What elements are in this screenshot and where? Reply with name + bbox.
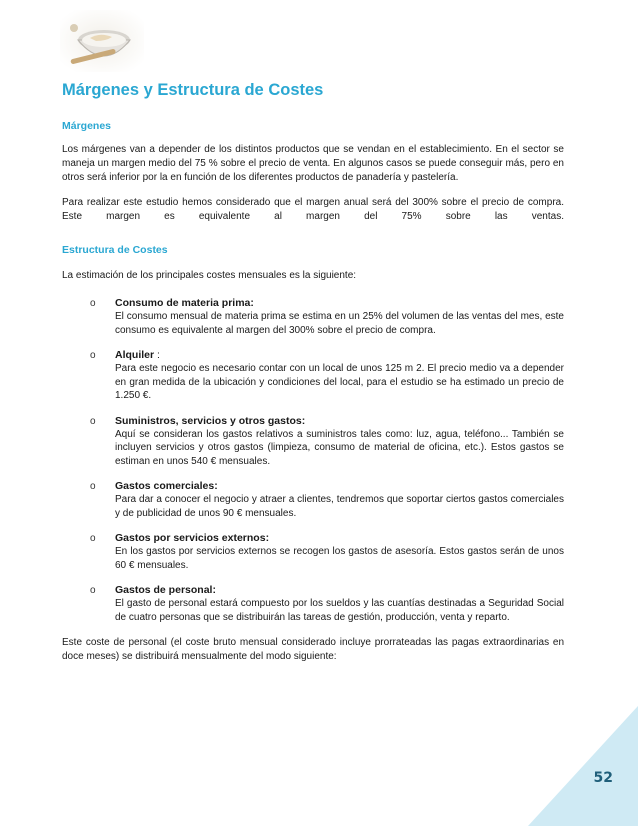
list-item xyxy=(90,349,564,403)
costs-closing-paragraph: Este coste de personal (el coste bruto mensual considerado incluye prorrateadas las pagas extraordinarias en doce meses) se distribuirá mensualmente del modo siguiente: xyxy=(62,637,564,662)
bakery-bowl-icon xyxy=(60,10,144,72)
list-item xyxy=(90,297,564,337)
list-item xyxy=(90,415,564,469)
page-number: 52 xyxy=(593,770,613,786)
item-title: Suministros, servicios y otros gastos: xyxy=(115,414,306,427)
bullet-circle-icon: o xyxy=(90,533,96,544)
section-heading-costs: Estructura de Costes xyxy=(62,244,168,256)
cost-items-list xyxy=(62,297,564,624)
item-body: El consumo mensual de materia prima se estima en un 25% del volumen de las ventas del mes, este consumo es equivalente al margen del 300% sobre el precio de compra. xyxy=(115,311,564,336)
item-body: En los gastos por servicios externos se recogen los gastos de asesoría. Estos gastos serán de unos 60 € mensuales. xyxy=(115,546,564,571)
item-body: Para este negocio es necesario contar con un local de unos 125 m 2. El precio medio va a depender en gran medida de la ubicación y condiciones del local, para el estudio se ha estimado un precio de 1.250 €. xyxy=(115,363,564,401)
item-body: Para dar a conocer el negocio y atraer a clientes, tendremos que soportar ciertos gastos comerciales y de publicidad de unos 90 € mensuales. xyxy=(115,494,564,519)
item-body: El gasto de personal estará compuesto por los sueldos y las cuantías destinadas a Seguridad Social de cuatro personas que se distribuirán las tareas de gestión, producción, venta y reparto. xyxy=(115,598,564,623)
document-body xyxy=(62,80,564,670)
list-item xyxy=(90,480,564,520)
corner-triangle-decoration xyxy=(528,706,638,826)
page-title: Márgenes y Estructura de Costes xyxy=(62,81,324,99)
bullet-circle-icon: o xyxy=(90,350,96,361)
bullet-circle-icon: o xyxy=(90,481,96,492)
bullet-circle-icon: o xyxy=(90,415,96,427)
item-body: Aquí se consideran los gastos relativos a suministros tales como: luz, agua, teléfono... También se incluyen servicios y otros gastos (limpieza, consumo de material de oficina, etc.). Estos gastos se estiman en unos 540 € mensuales. xyxy=(115,428,564,467)
margins-paragraph-1: Los márgenes van a depender de los distintos productos que se vendan en el establecimiento. En el sector se maneja un margen medio del 75 % sobre el precio de venta. En algunos casos se puede conseguir más, pero en otros será inferior por la en función de los diferentes productos de panadería y pastelería. xyxy=(62,144,564,183)
margins-paragraph-2: Para realizar este estudio hemos considerado que el margen anual será del 300% sobre el precio de compra. Este margen es equivalente al margen del 75% sobre las ventas. xyxy=(62,197,564,222)
costs-intro: La estimación de los principales costes mensuales es la siguiente: xyxy=(62,270,357,281)
item-title: Alquiler xyxy=(115,349,155,361)
item-title: Consumo de materia prima: xyxy=(115,297,254,309)
item-title: Gastos comerciales: xyxy=(115,480,218,492)
list-item xyxy=(90,584,564,624)
section-heading-margins: Márgenes xyxy=(62,120,112,132)
item-title: Gastos por servicios externos: xyxy=(115,532,270,544)
list-item xyxy=(90,532,564,572)
bullet-circle-icon: o xyxy=(90,585,96,596)
item-title-suffix: : xyxy=(154,349,160,361)
item-title: Gastos de personal: xyxy=(115,584,216,596)
bullet-circle-icon: o xyxy=(90,298,96,309)
